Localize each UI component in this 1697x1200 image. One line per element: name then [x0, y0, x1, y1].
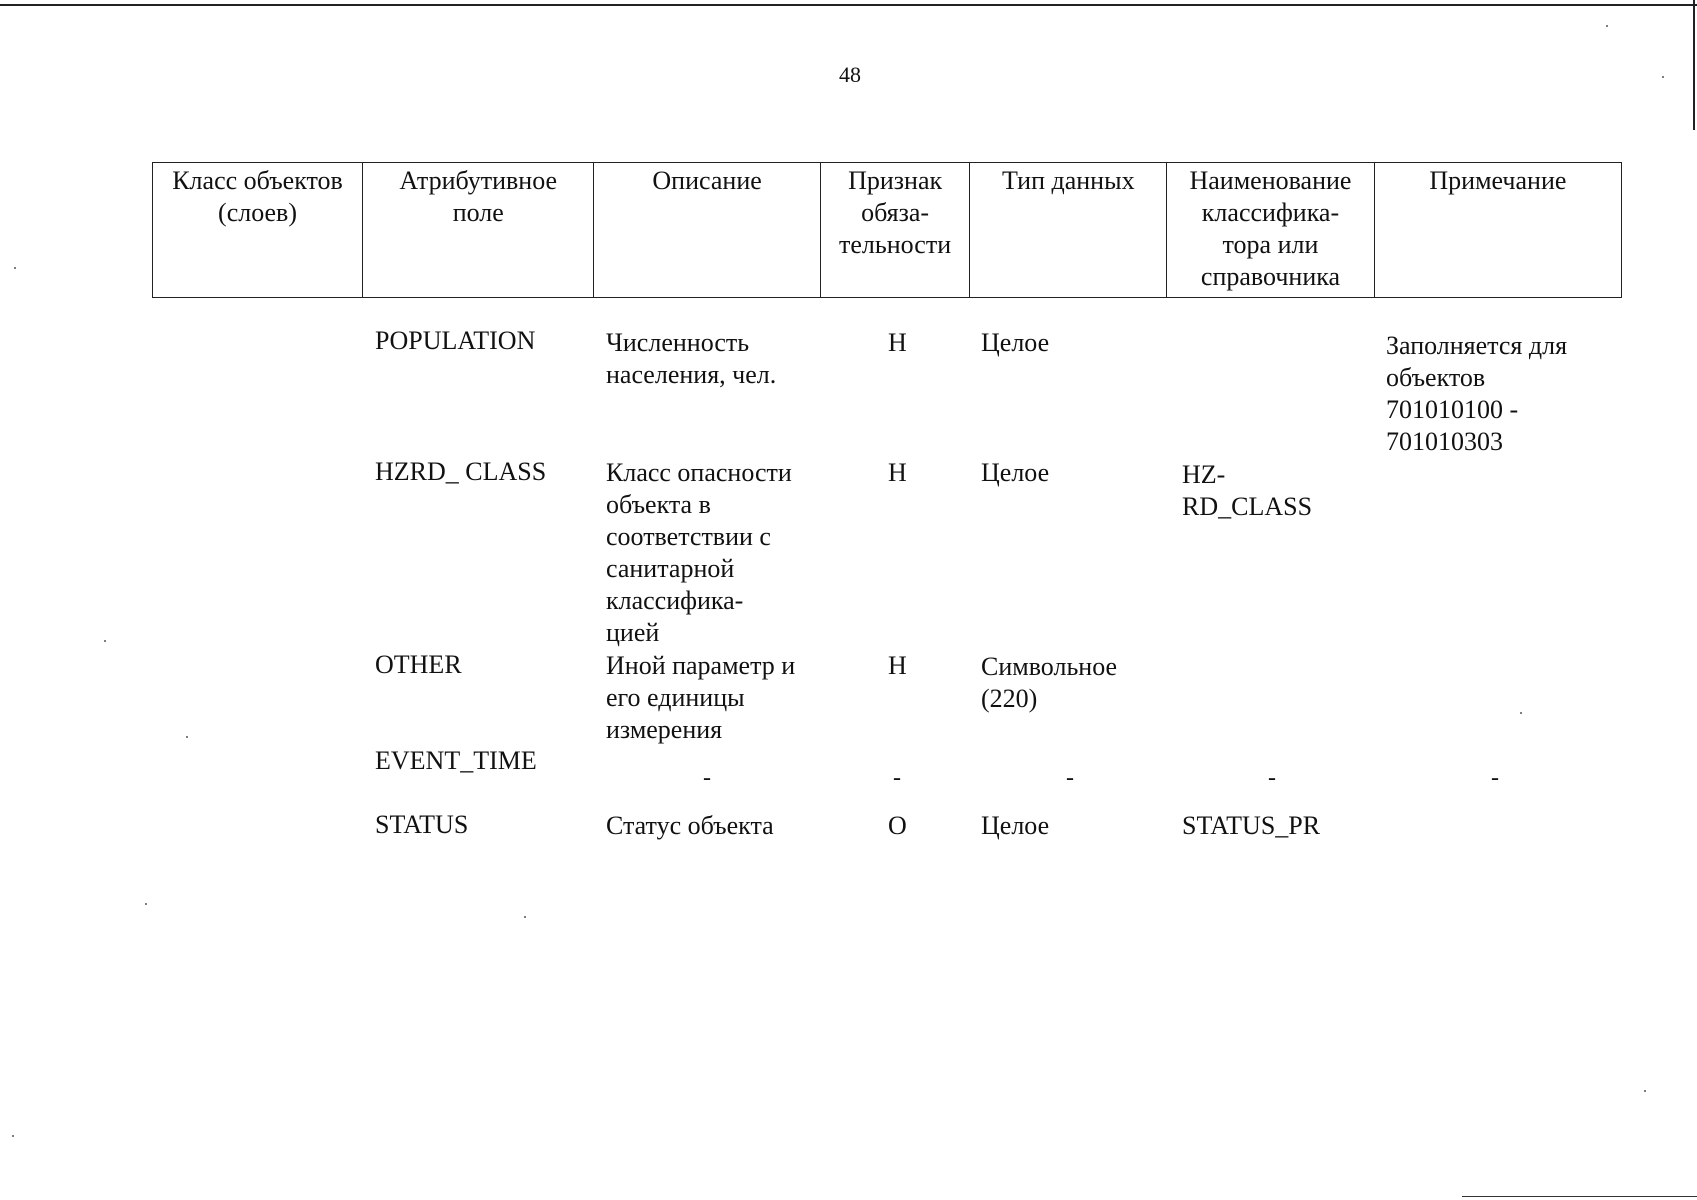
scan-speck [145, 903, 147, 905]
scan-speck [104, 640, 106, 642]
row-other-type: Символьное (220) [981, 652, 1118, 713]
row-other-description: Иной параметр и его единицы измерения [606, 651, 796, 744]
row-status-description: Статус объекта [606, 811, 774, 840]
header-classifier-label: Наименование классифика- тора или справочника [1189, 166, 1352, 291]
row-event-time-type: - [1066, 765, 1074, 791]
row-population-field: POPULATION [375, 326, 536, 355]
header-required-label: Признак обяза- тельности [839, 166, 952, 259]
header-description-label: Описание [652, 166, 762, 195]
scan-speck [186, 736, 188, 738]
scan-speck [1644, 1090, 1646, 1092]
row-hzrd-class-required: Н [888, 458, 907, 487]
header-object-class-label: Класс объектов (слоев) [172, 166, 343, 227]
row-hzrd-class-description: Класс опасности объекта в соответствии с санитарной классифика- цией [606, 458, 792, 647]
row-event-time-field: EVENT_TIME [375, 746, 537, 775]
row-status-type: Целое [981, 811, 1050, 840]
row-population-required: Н [888, 328, 907, 357]
header-attribute-field-label: Атрибутивное поле [399, 166, 558, 227]
row-status-classifier: STATUS_PR [1182, 811, 1321, 840]
row-hzrd-class-type: Целое [981, 458, 1050, 487]
scan-speck [12, 1135, 14, 1137]
row-event-time-note: - [1491, 765, 1499, 791]
row-population-type: Целое [981, 328, 1050, 357]
scan-speck [1662, 76, 1664, 78]
row-status-required: О [888, 811, 907, 840]
row-event-time-description: - [703, 765, 711, 791]
row-hzrd-class-field: HZRD_ CLASS [375, 457, 547, 486]
scan-speck [1606, 25, 1608, 27]
row-population-note: Заполняется для объектов 701010100 - 701010303 [1386, 331, 1568, 456]
row-population-description: Численность населения, чел. [606, 328, 777, 389]
scan-speck [14, 267, 16, 269]
row-hzrd-class-classifier: HZ- RD_CLASS [1182, 460, 1313, 521]
row-other-field: OTHER [375, 650, 462, 679]
header-note-label: Примечание [1429, 166, 1567, 195]
scan-speck [1520, 712, 1522, 714]
row-status-field: STATUS [375, 810, 469, 839]
page-number: 48 [839, 62, 861, 87]
header-data-type-label: Тип данных [1001, 166, 1135, 195]
row-event-time-required: - [893, 765, 901, 791]
scan-speck [524, 916, 526, 918]
row-event-time-classifier: - [1268, 765, 1276, 791]
row-other-required: Н [888, 651, 907, 680]
